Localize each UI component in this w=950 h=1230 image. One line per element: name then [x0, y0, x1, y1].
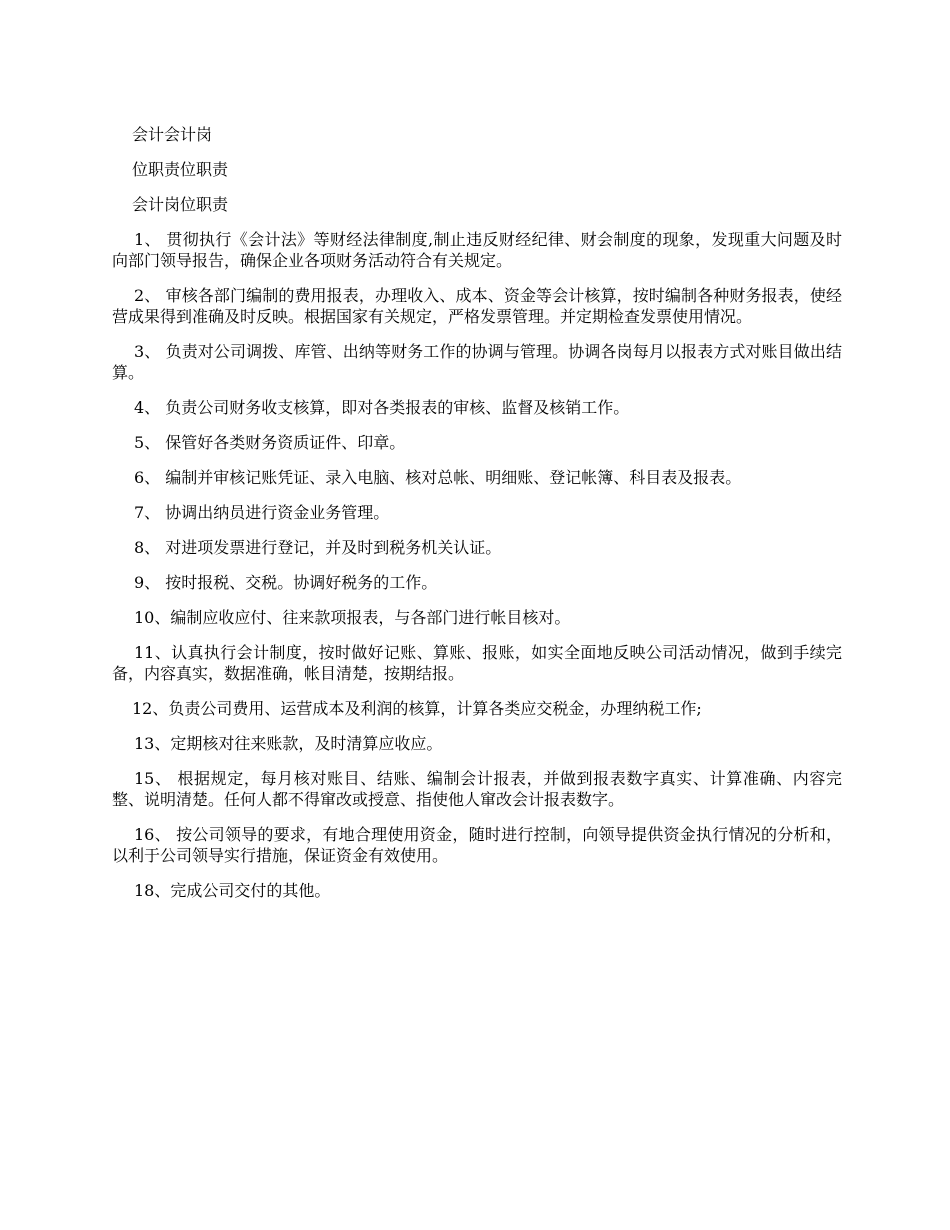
document-subtitle: 位职责位职责 [132, 160, 229, 179]
document-title: 会计会计岗 [132, 125, 213, 144]
duty-item-16: 16、 按公司领导的要求，有地合理使用资金，随时进行控制，向领导提供资金执行情况的分析和，以利于公司领导实行措施，保证资金有效使用。 [112, 825, 842, 865]
duty-item-18: 18、完成公司交付的其他。 [134, 881, 331, 900]
duty-item-8: 8、 对进项发票进行登记，并及时到税务机关认证。 [134, 538, 502, 557]
duty-item-12: 12、负责公司费用、运营成本及利润的核算，计算各类应交税金，办理纳税工作; [132, 699, 702, 718]
duty-item-11: 11、认真执行会计制度，按时做好记账、算账、报账，如实全面地反映公司活动情况，做到手续完备，内容真实，数据准确，帐目清楚，按期结报。 [112, 643, 842, 683]
duty-item-1: 1、 贯彻执行《会计法》等财经法律制度,制止违反财经纪律、财会制度的现象，发现重大问题及时向部门领导报告，确保企业各项财务活动符合有关规定。 [112, 230, 842, 270]
duty-item-10: 10、编制应收应付、往来款项报表，与各部门进行帐目核对。 [134, 608, 571, 627]
duty-item-6: 6、 编制并审核记账凭证、录入电脑、核对总帐、明细账、登记帐簿、科目表及报表。 [134, 468, 742, 487]
duty-item-15: 15、 根据规定，每月核对账目、结账、编制会计报表，并做到报表数字真实、计算准确、内容完整、说明清楚。任何人都不得窜改或授意、指使他人窜改会计报表数字。 [112, 769, 842, 809]
document-body [112, 124, 842, 915]
duty-item-5: 5、 保管好各类财务资质证件、印章。 [134, 433, 406, 452]
section-heading: 会计岗位职责 [132, 195, 229, 214]
duty-item-13: 13、定期核对往来账款，及时清算应收应。 [134, 734, 443, 753]
duty-item-2: 2、 审核各部门编制的费用报表，办理收入、成本、资金等会计核算，按时编制各种财务报表，使经营成果得到准确及时反映。根据国家有关规定，严格发票管理。并定期检查发票使用情况。 [112, 286, 842, 326]
duty-item-7: 7、 协调出纳员进行资金业务管理。 [134, 503, 390, 522]
duty-item-3: 3、 负责对公司调拨、库管、出纳等财务工作的协调与管理。协调各岗每月以报表方式对账目做出结算。 [112, 342, 842, 382]
duty-item-9: 9、 按时报税、交税。协调好税务的工作。 [134, 573, 438, 592]
duty-item-4: 4、 负责公司财务收支核算，即对各类报表的审核、监督及核销工作。 [134, 398, 630, 417]
